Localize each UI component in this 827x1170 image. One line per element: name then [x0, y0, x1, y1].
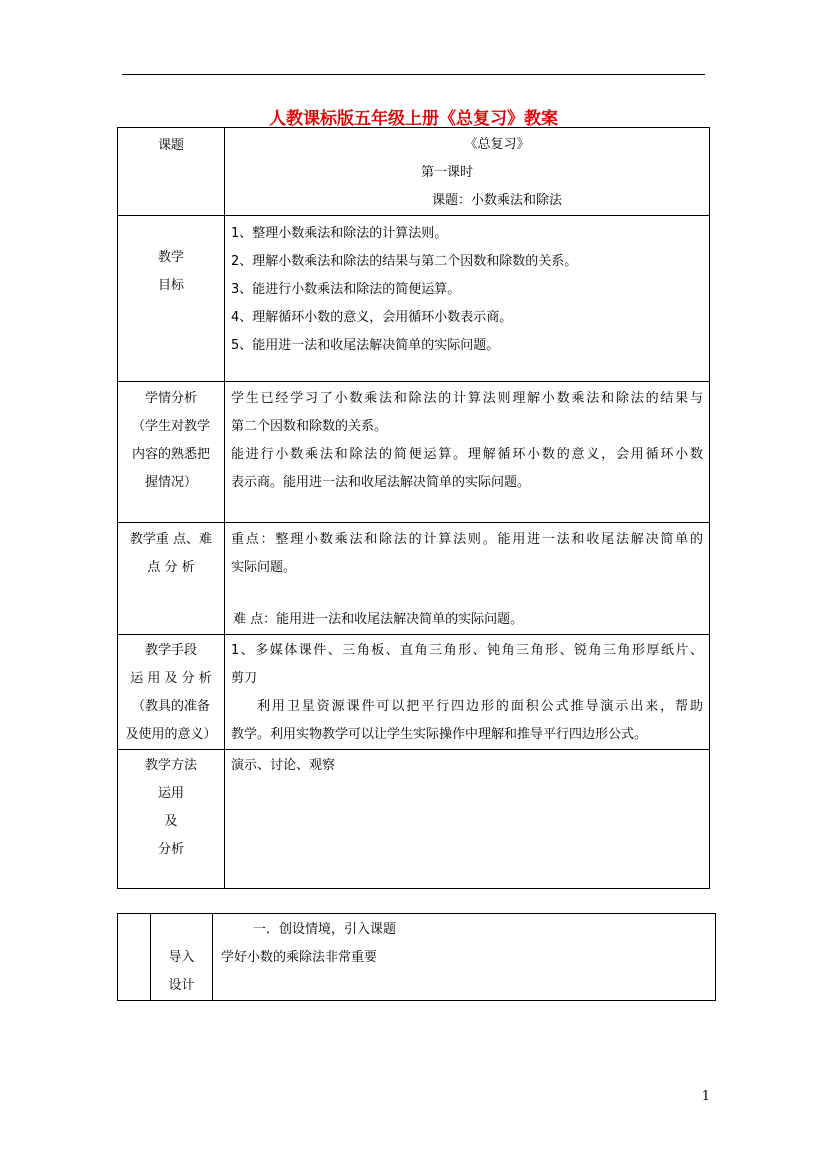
- intro-label-line1: 导入: [168, 950, 195, 965]
- goal-item: 1、整理小数乘法和除法的计算法则。: [231, 226, 448, 241]
- difficulty-text: 难 点：能用进一法和收尾法解决简单的实际问题。: [233, 612, 524, 627]
- goals-label-line2: 目标: [157, 278, 184, 293]
- means-label-line4: 及使用的意义）: [125, 727, 217, 742]
- cell-methods-label: [118, 750, 225, 889]
- row-goals: [118, 216, 710, 382]
- analysis-label-line3: 内容的熟悉把: [131, 447, 210, 462]
- row-teaching-means: [118, 635, 710, 750]
- intro-text: 学好小数的乘除法非常重要: [221, 950, 378, 965]
- goal-item: 4、理解循环小数的意义，会用循环小数表示商。: [231, 310, 513, 325]
- analysis-line: 学生已经学习了小数乘法和除法的计算法则理解小数乘法和除法的结果与: [231, 391, 703, 406]
- analysis-line: 表示商。能用进一法和收尾法解决简单的实际问题。: [231, 475, 531, 490]
- course-title: 《总复习》: [464, 137, 530, 152]
- goals-label-line1: 教学: [157, 250, 184, 265]
- key-point-text: 实际问题。: [231, 560, 297, 575]
- cell-topic-label: [118, 128, 225, 216]
- row-key-points: [118, 523, 710, 635]
- analysis-line: 能进行小数乘法和除法的简便运算。理解循环小数的意义，会用循环小数: [231, 447, 703, 462]
- row-analysis: [118, 382, 710, 523]
- topic-label: 课题: [157, 138, 184, 153]
- analysis-label-line1: 学情分析: [144, 391, 197, 406]
- cell-key-points-label: [118, 523, 225, 635]
- lesson-subtopic: 课题：小数乘法和除法: [431, 193, 562, 208]
- cell-intro-blank: [118, 914, 151, 1001]
- cell-intro-content: [213, 914, 716, 1001]
- page-number: 1: [701, 1089, 710, 1104]
- key-points-label-line2: 点 分 析: [147, 560, 195, 575]
- methods-label-line2: 运用: [157, 786, 184, 801]
- lesson-number: 第一课时: [420, 165, 473, 180]
- key-point-text: 重点：整理小数乘法和除法的计算法则。能用进一法和收尾法解决简单的: [231, 532, 703, 547]
- cell-means-content: [225, 635, 710, 750]
- intro-label-line2: 设计: [168, 978, 195, 993]
- row-teaching-methods: [118, 750, 710, 889]
- header-rule: [122, 74, 705, 75]
- cell-goals-label: [118, 216, 225, 382]
- methods-label-line1: 教学方法: [144, 758, 197, 773]
- analysis-line: 第二个因数和除数的关系。: [231, 419, 388, 434]
- means-line: 利用卫星资源课件可以把平行四边形的面积公式推导演示出来，帮助: [257, 699, 703, 714]
- row-topic: [118, 128, 710, 216]
- methods-text: 演示、讨论、观察: [231, 758, 336, 773]
- goal-item: 3、能进行小数乘法和除法的简便运算。: [231, 282, 461, 297]
- means-label-line1: 教学手段: [144, 643, 197, 658]
- means-label-line3: （教具的准备: [131, 699, 210, 714]
- cell-topic-content: [225, 128, 710, 216]
- analysis-label-line4: 握情况）: [144, 475, 197, 490]
- goal-item: 5、能用进一法和收尾法解决简单的实际问题。: [231, 338, 500, 353]
- intro-heading: 一．创设情境，引入课题: [253, 922, 397, 937]
- means-label-line2: 运 用 及 分 析: [130, 671, 212, 686]
- row-intro: [118, 914, 716, 1001]
- cell-key-points-content: [225, 523, 710, 635]
- cell-analysis-content: [225, 382, 710, 523]
- means-line: 教学。利用实物教学可以让学生实际操作中理解和推导平行四边形公式。: [231, 727, 648, 742]
- cell-methods-content: [225, 750, 710, 889]
- intro-design-table: [117, 913, 716, 1001]
- cell-goals-content: [225, 216, 710, 382]
- means-line: 剪刀: [231, 671, 258, 686]
- cell-intro-label: [151, 914, 213, 1001]
- key-points-label-line1: 教学重 点、难: [129, 532, 213, 547]
- means-line: 1、多媒体课件、三角板、直角三角形、钝角三角形、锐角三角形厚纸片、: [231, 643, 703, 658]
- goal-item: 2、理解小数乘法和除法的结果与第二个因数和除数的关系。: [231, 254, 578, 269]
- lesson-plan-table: [117, 127, 710, 889]
- cell-means-label: [118, 635, 225, 750]
- analysis-label-line2: （学生对教学: [131, 419, 210, 434]
- methods-label-line3: 及: [164, 814, 178, 829]
- cell-analysis-label: [118, 382, 225, 523]
- methods-label-line4: 分析: [157, 842, 184, 857]
- document-title: 人教课标版五年级上册《总复习》教案: [269, 109, 558, 129]
